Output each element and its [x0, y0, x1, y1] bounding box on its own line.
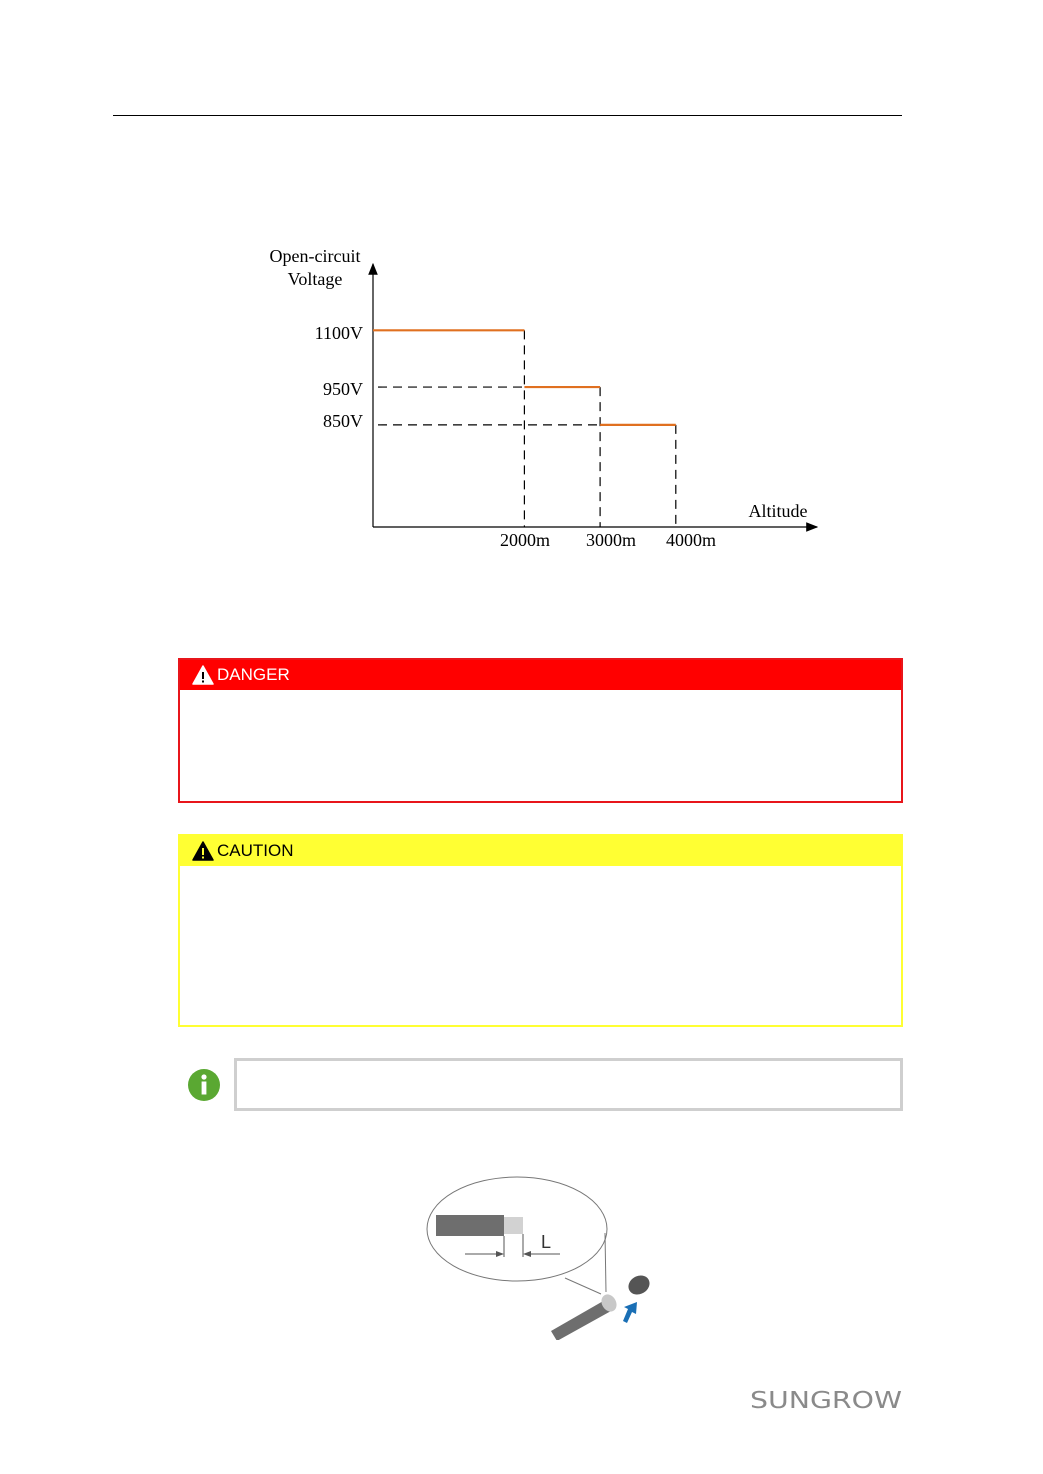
- cable-body: [551, 1300, 611, 1340]
- sungrow-logo: [750, 1384, 902, 1414]
- magnifier-leader: [565, 1278, 601, 1294]
- danger-label: DANGER: [217, 665, 290, 684]
- x-axis-label: Altitude: [748, 501, 808, 521]
- danger-notice: [178, 658, 903, 803]
- chart-svg: [250, 238, 820, 560]
- magnifier-leader: [605, 1233, 606, 1292]
- sleeve-part: [625, 1272, 653, 1299]
- caution-notice: [178, 834, 903, 1027]
- altitude-voltage-chart: [250, 238, 820, 560]
- y-tick-label: 950V: [323, 379, 363, 399]
- header-rule: [113, 115, 902, 116]
- warning-triangle-icon: [192, 841, 214, 861]
- caution-label: CAUTION: [217, 841, 294, 860]
- y-tick-label: 1100V: [314, 323, 363, 343]
- cable-insulation: [436, 1215, 504, 1236]
- caution-header: [180, 836, 901, 866]
- danger-header: [180, 660, 901, 690]
- y-tick-label: 850V: [323, 411, 363, 431]
- reference-lines: [378, 330, 676, 527]
- dimension-arrowhead: [523, 1251, 531, 1257]
- y-axis-label-line2: Voltage: [287, 269, 343, 289]
- dimension-label: L: [541, 1232, 552, 1252]
- x-tick-label: 3000m: [585, 530, 637, 550]
- y-axis-label-line1: Open-circuit: [269, 246, 361, 266]
- cable-stripping-figure: [425, 1175, 660, 1340]
- brand-logo-text: SUNGROW: [750, 1388, 902, 1414]
- warning-triangle-icon: [192, 665, 214, 685]
- insert-arrow-icon: [623, 1302, 637, 1323]
- x-tick-label: 4000m: [665, 530, 717, 550]
- x-tick-label: 2000m: [499, 530, 551, 550]
- stripped-conductor: [504, 1217, 523, 1234]
- info-icon: [187, 1068, 221, 1102]
- dimension-arrowhead: [496, 1251, 504, 1257]
- note-box: [234, 1058, 903, 1111]
